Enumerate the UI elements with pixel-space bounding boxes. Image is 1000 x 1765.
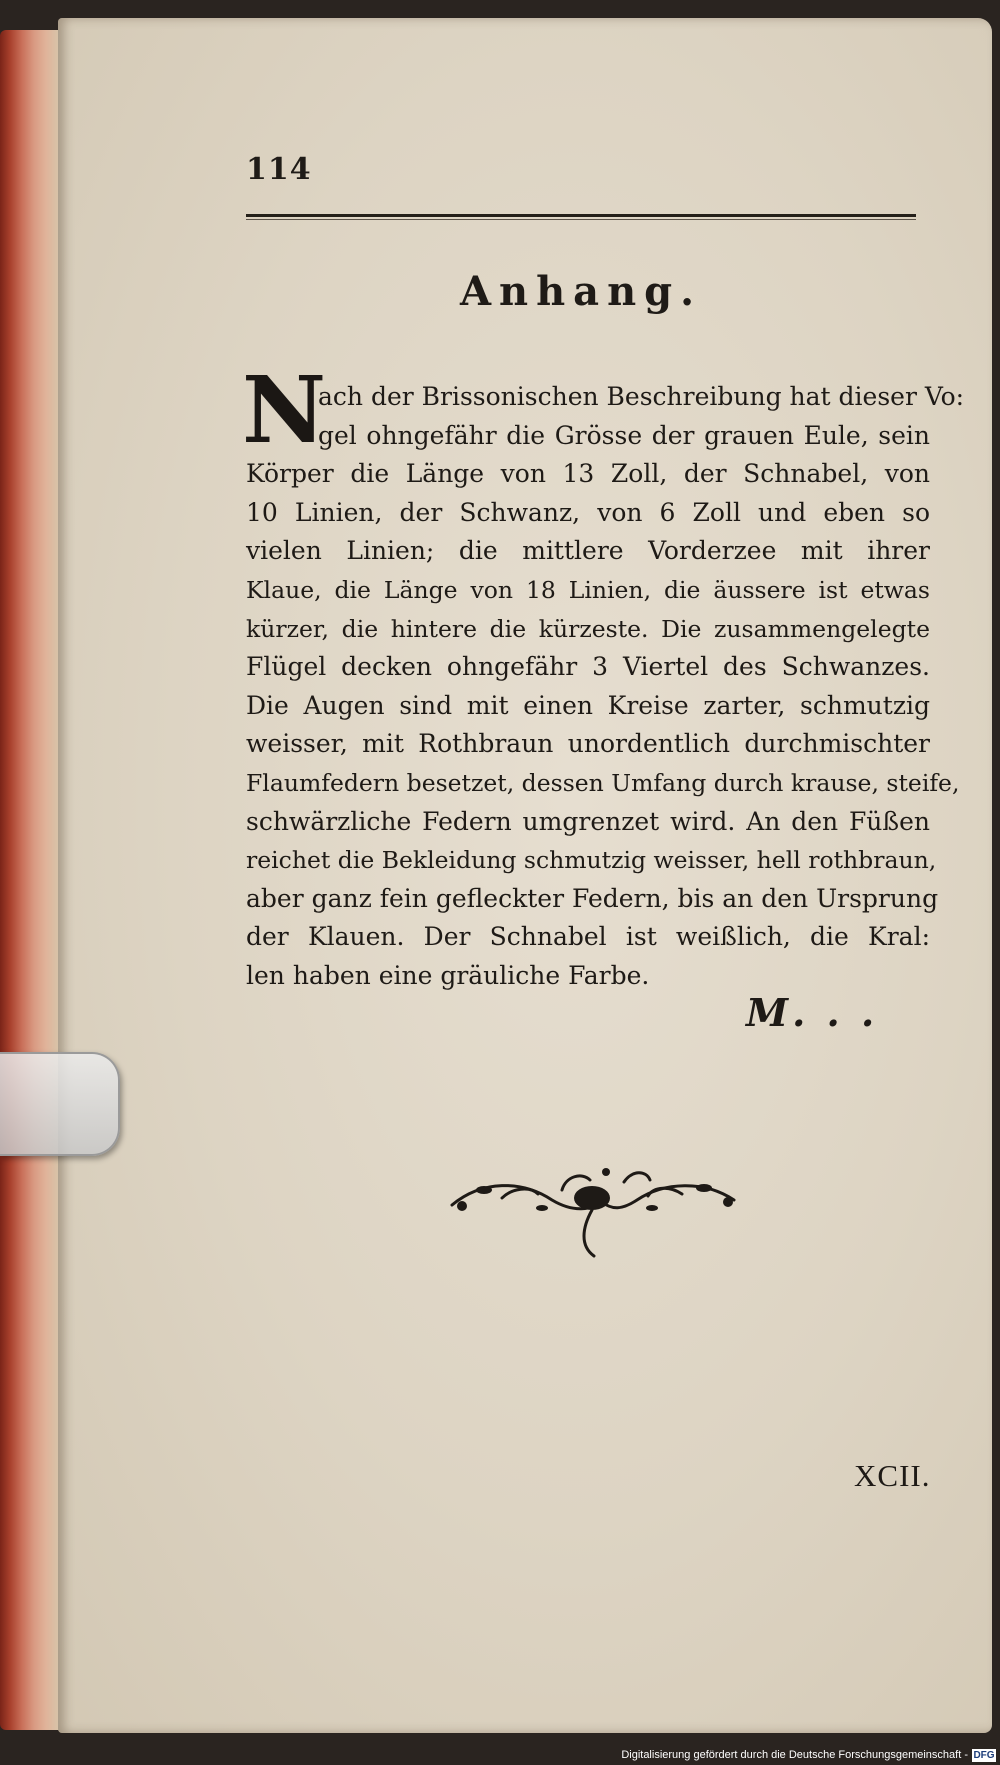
bookmark-clip <box>0 1052 120 1156</box>
text-line: der Klauen. Der Schnabel ist weißlich, die Kral: <box>246 922 930 952</box>
text-line: schwärzliche Federn umgrenzet wird. An den Füßen <box>246 806 930 836</box>
text-line: Die Augen sind mit einen Kreise zarter, schmutzig <box>246 690 930 720</box>
text-line: ach der Brissonischen Beschreibung hat dieser Vo: <box>318 382 965 411</box>
text-line: vielen Linien; die mittlere Vorderzee mit ihrer <box>246 536 930 566</box>
text-line: gel ohngefähr die Grösse der grauen Eule, sein <box>318 420 930 450</box>
dfg-logo: DFG <box>973 1750 995 1761</box>
drop-cap: N <box>242 356 327 464</box>
text-line: 10 Linien, der Schwanz, von 6 Zoll und eben so <box>246 497 930 527</box>
text-line: Flügel decken ohngefähr 3 Viertel des Schwanzes. <box>246 652 930 682</box>
page-number: 114 <box>246 152 312 187</box>
catchword: XCII. <box>854 1458 931 1493</box>
text-line: reichet die Bekleidung schmutzig weisser, hell rothbraun, <box>246 846 937 875</box>
header-rule <box>246 214 916 220</box>
text-line: aber ganz fein gefleckter Federn, bis an den Ursprung <box>246 883 939 913</box>
author-signature: M. . . <box>746 990 879 1035</box>
text-line: len haben eine gräuliche Farbe. <box>246 960 650 990</box>
text-line: weisser, mit Rothbraun unordentlich durchmischter <box>246 729 930 759</box>
digitization-credit: Digitalisierung gefördert durch die Deutsche Forschungsgemeinschaft - <box>621 1749 968 1761</box>
text-line: Flaumfedern besetzet, dessen Umfang durch krause, steife, <box>246 768 960 797</box>
text-line: kürzer, die hintere die kürzeste. Die zusammengelegte <box>246 614 930 643</box>
ornament-vignette <box>442 1150 744 1260</box>
body-text <box>242 356 965 996</box>
text-line: Klaue, die Länge von 18 Linien, die äussere ist etwas <box>246 575 930 604</box>
text-line: Körper die Länge von 13 Zoll, der Schnabel, von <box>246 459 930 489</box>
section-heading: Anhang. <box>459 268 703 315</box>
